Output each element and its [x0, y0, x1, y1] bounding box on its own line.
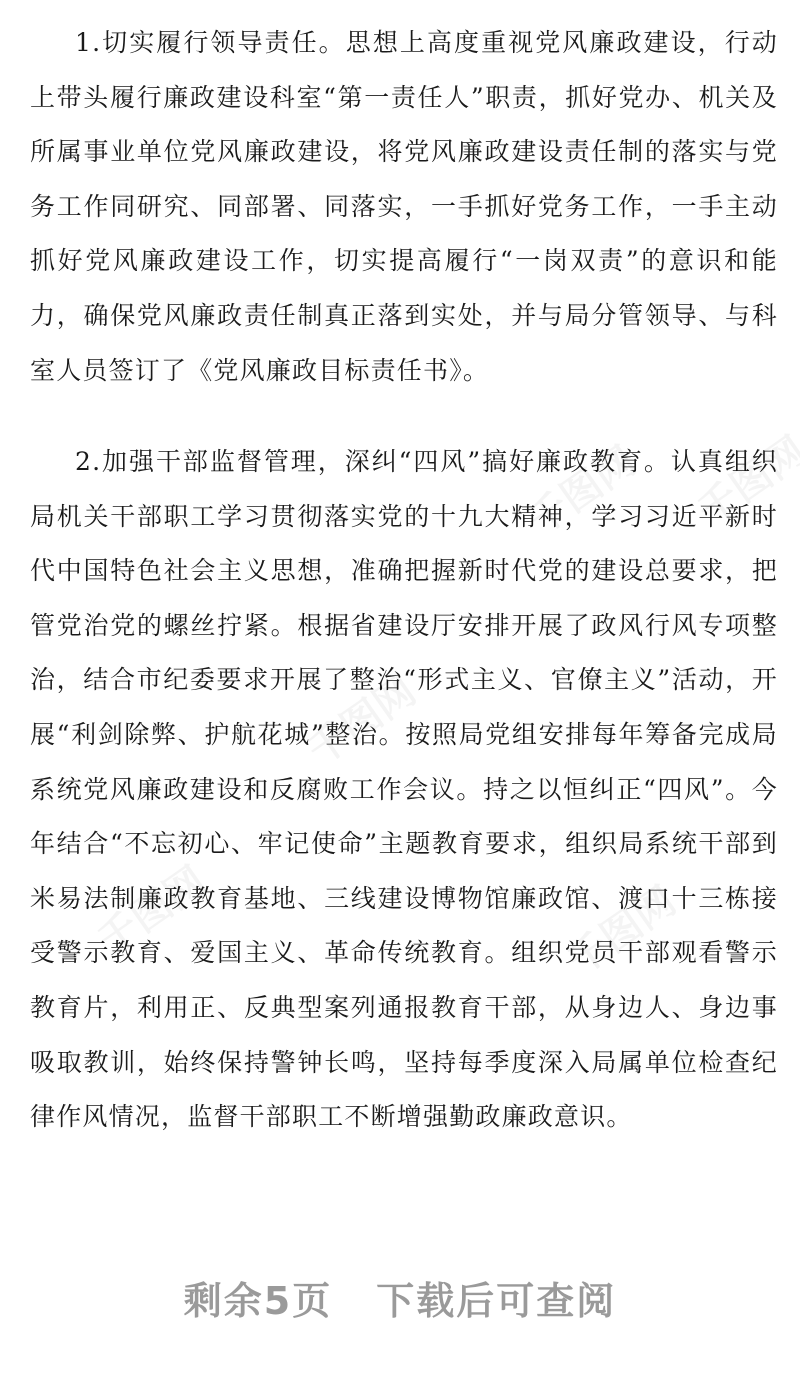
paragraph-1: 1.切实履行领导责任。思想上高度重视党风廉政建设，行动上带头履行廉政建设科室“第一责任人”职责，抓好党办、机关及所属事业单位党风廉政建设，将党风廉政建设责任制的落实与党务工作同研究、同部署、同落实，一手抓好党务工作，一手主动抓好党风廉政建设工作，切实提高履行“一岗双责”的意识和能力，确保党风廉政责任制真正落到实处，并与局分管领导、与科室人员签订了《党风廉政目标责任书》。	[30, 28, 778, 385]
paragraph-2: 2.加强干部监督管理，深纠“四风”搞好廉政教育。认真组织局机关干部职工学习贯彻落实党的十九大精神，学习习近平新时代中国特色社会主义思想，准确把握新时代党的建设总要求，把管党治党的螺丝拧紧。根据省建设厅安排开展了政风行风专项整治，结合市纪委要求开展了整治“形式主义、官僚主义”活动，开展“利剑除弊、护航花城”整治。按照局党组安排每年筹备完成局系统党风廉政建设和反腐败工作会议。持之以恒纠正“四风”。今年结合“不忘初心、牢记使命”主题教育要求，组织局系统干部到米易法制廉政教育基地、三线建设博物馆廉政馆、渡口十三栋接受警示教育、爱国主义、革命传统教育。组织党员干部观看警示教育片，利用正、反典型案列通报教育干部，从身边人、身边事吸取教训，始终保持警钟长鸣，坚持每季度深入局属单位检查纪律作风情况，监督干部职工不断增强勤政廉政意识。	[30, 447, 778, 1132]
download-hint-label: 下载后可查阅	[376, 1279, 617, 1323]
remaining-pages-label: 剩余5页	[183, 1279, 333, 1323]
download-banner[interactable]	[0, 1270, 800, 1325]
